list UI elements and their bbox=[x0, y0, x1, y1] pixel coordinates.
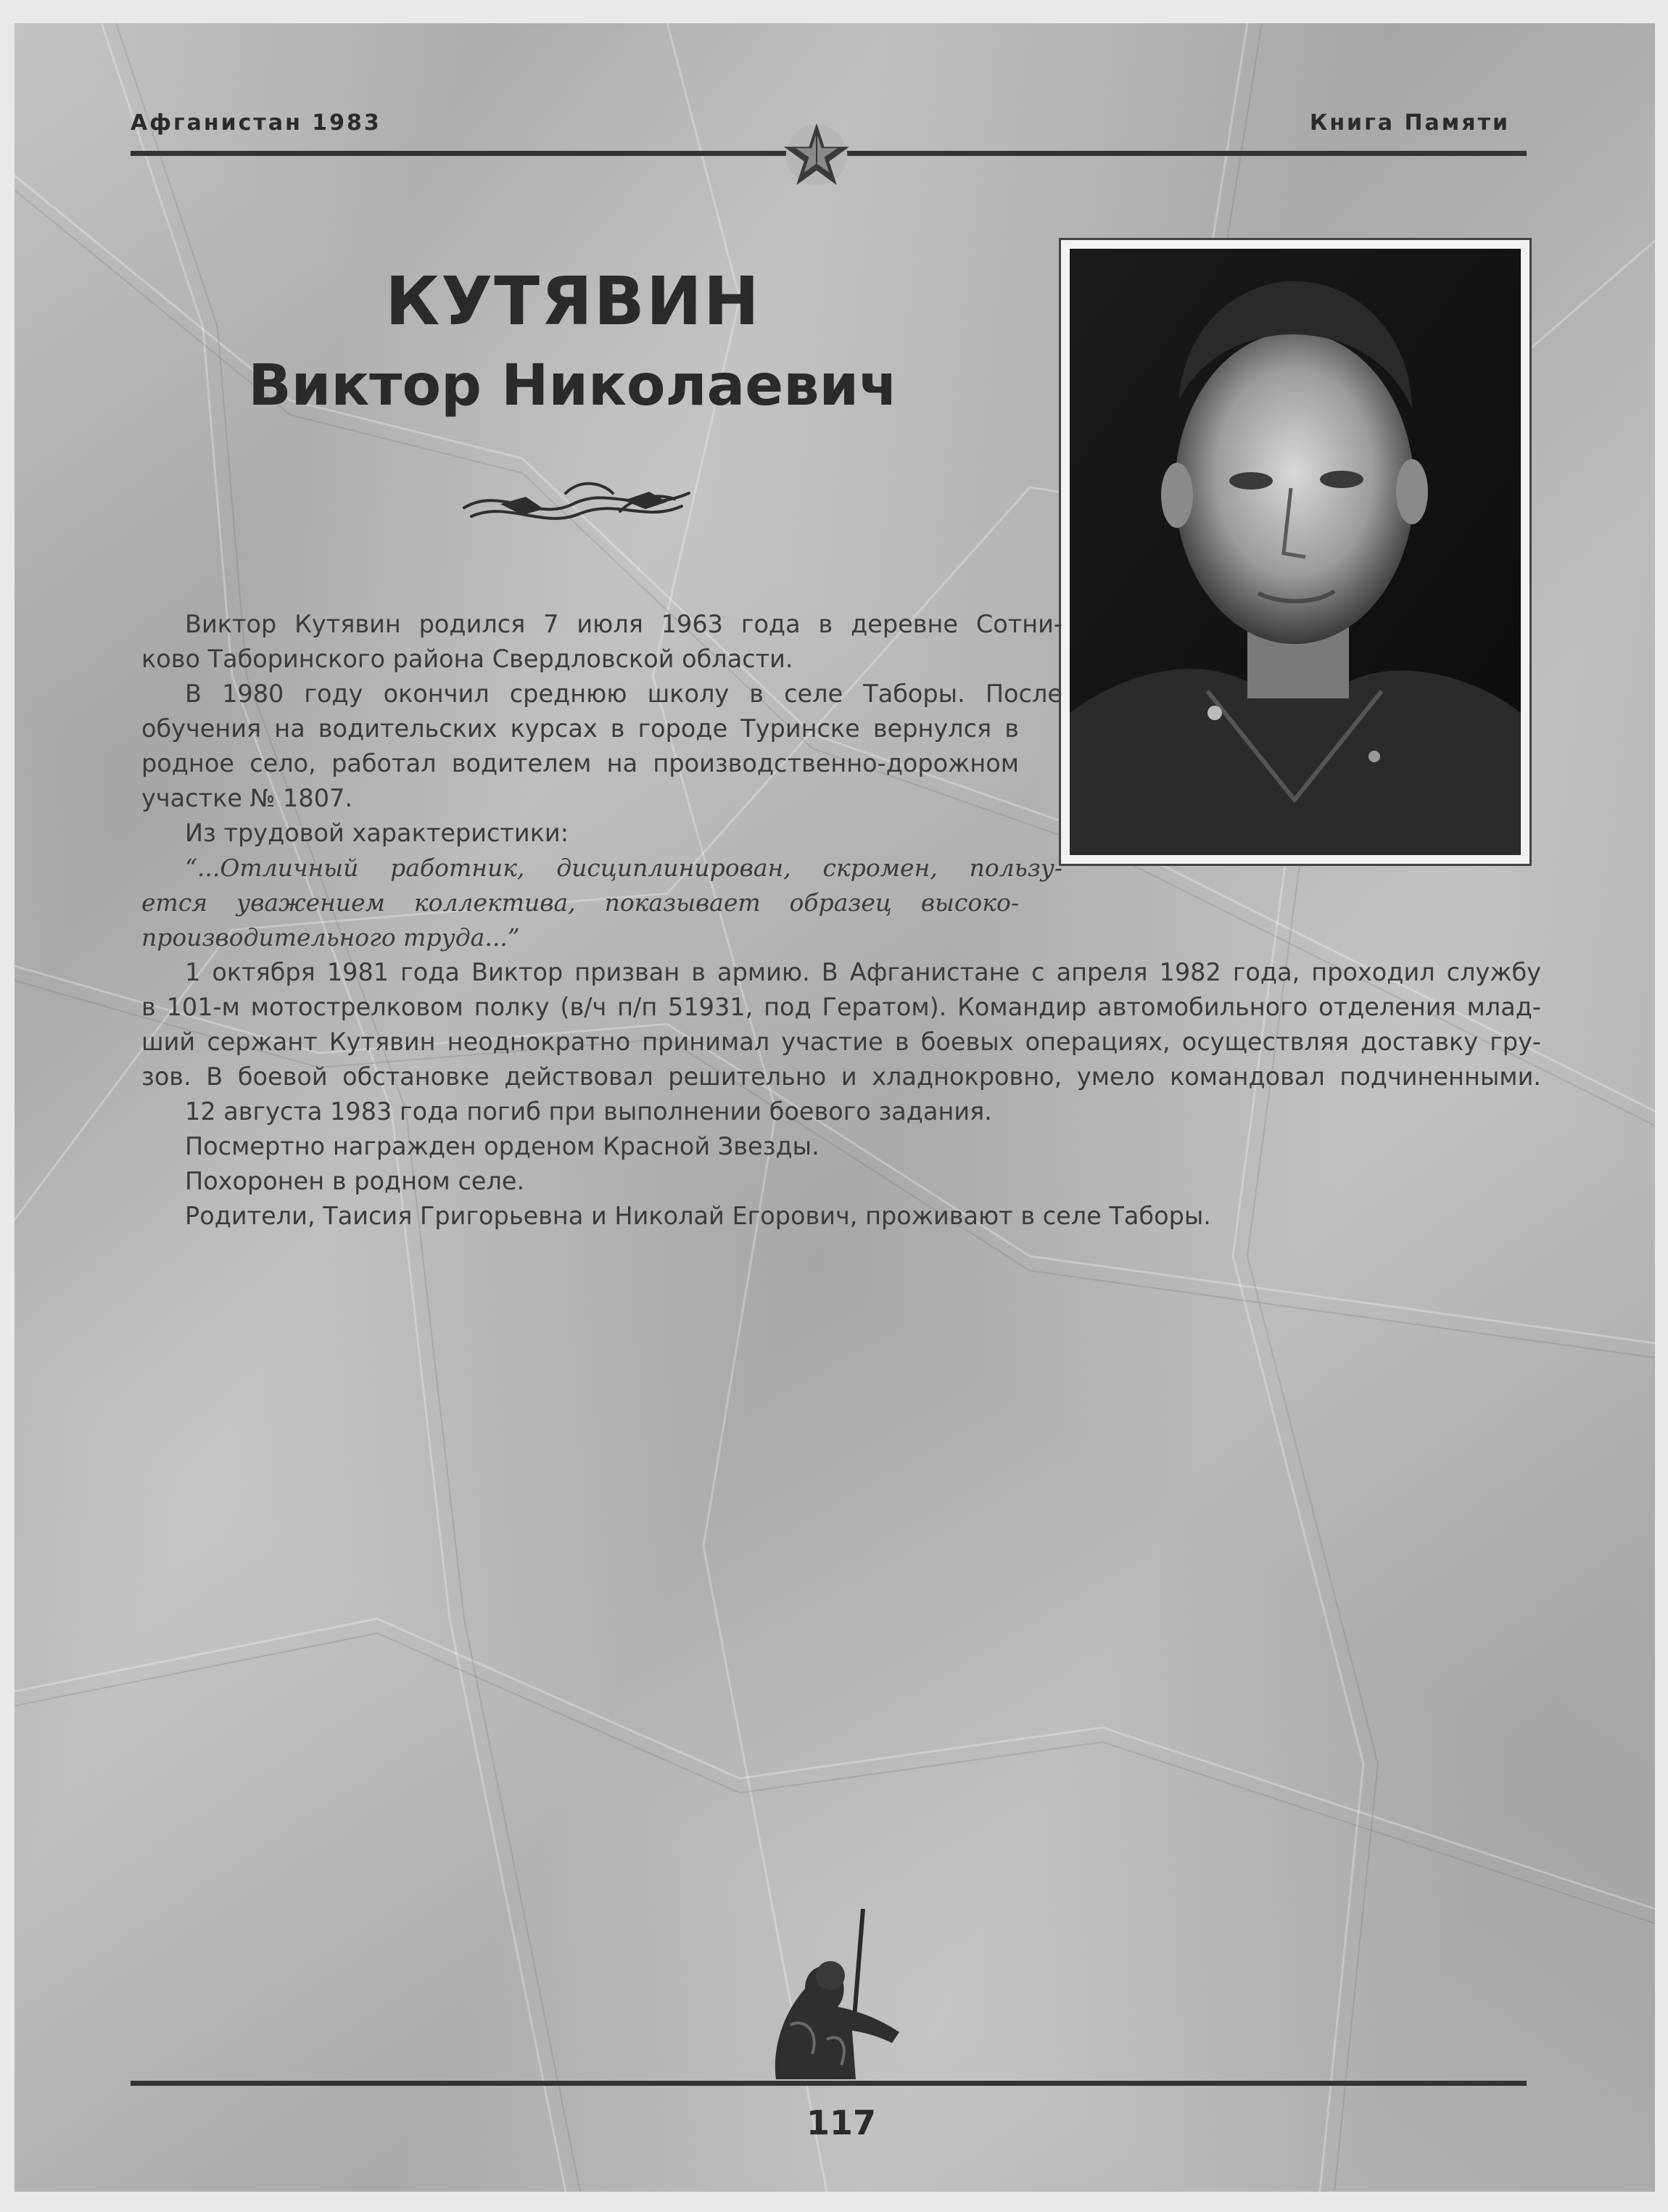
bio-line: родное село, работал водителем на производственно-дорожном bbox=[141, 749, 1019, 777]
bio-line: обучения на водительских курсах в городе Туринске вернулся в bbox=[141, 714, 1019, 743]
bio-line: участке № 1807. bbox=[141, 784, 352, 812]
footer-rule bbox=[131, 2081, 1527, 2086]
memorial-soldier-statue-icon bbox=[761, 1909, 928, 2083]
bio-line: ший сержант Кутявин неоднократно принимал участие в боевых операциях, осуществляя доставку гру- bbox=[141, 1028, 1541, 1056]
person-name: Виктор Николаевич bbox=[248, 353, 898, 418]
bio-line: Из трудовой характеристики: bbox=[185, 819, 569, 847]
bio-line: 12 августа 1983 года погиб при выполнении боевого задания. bbox=[185, 1097, 992, 1126]
page-number: 117 bbox=[806, 2103, 877, 2142]
biography-text bbox=[141, 607, 1541, 1234]
quote-line: “...Отличный работник, дисциплинирован, скромен, пользу- bbox=[185, 854, 1062, 882]
bio-line: 1 октября 1981 года Виктор призван в армию. В Афганистане с апреля 1982 года, проходил службу bbox=[185, 958, 1541, 986]
header-right: Книга Памяти bbox=[1309, 110, 1510, 136]
ornament-flourish-icon bbox=[457, 471, 696, 537]
star-icon bbox=[782, 119, 851, 189]
bio-line: зов. В боевой обстановке действовал решительно и хладнокровно, умело командовал подчиненными. bbox=[141, 1062, 1541, 1091]
person-surname: КУТЯВИН bbox=[385, 263, 761, 340]
bio-line: Виктор Кутявин родился 7 июля 1963 года в деревне Сотни- bbox=[185, 610, 1062, 638]
bio-line: Посмертно награжден орденом Красной Звезды. bbox=[185, 1132, 819, 1160]
quote-line: производительного труда...” bbox=[141, 923, 520, 952]
header-left: Афганистан 1983 bbox=[131, 110, 381, 136]
bio-line: Родители, Таисия Григорьевна и Николай Егорович, проживают в селе Таборы. bbox=[185, 1202, 1211, 1230]
bio-line: В 1980 году окончил среднюю школу в селе Таборы. После bbox=[185, 680, 1062, 708]
book-page bbox=[15, 23, 1655, 2192]
bio-line: Похоронен в родном селе. bbox=[185, 1167, 525, 1195]
quote-line: ется уважением коллектива, показывает образец высоко- bbox=[141, 888, 1019, 917]
bio-line: в 101-м мотострелковом полку (в/ч п/п 51931, под Гератом). Командир автомобильного отделения млад- bbox=[141, 993, 1541, 1021]
bio-line: ково Таборинского района Свердловской области. bbox=[141, 645, 793, 673]
